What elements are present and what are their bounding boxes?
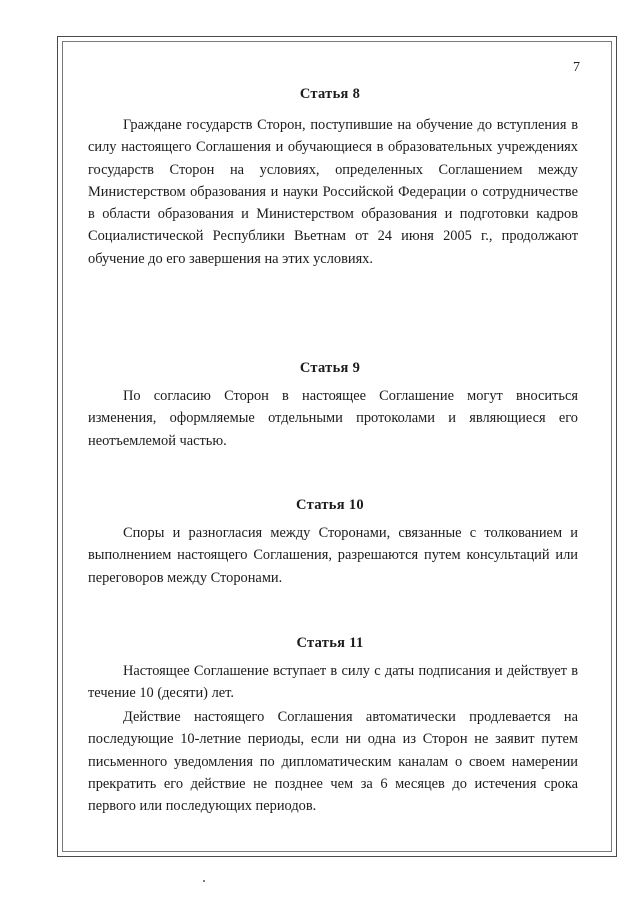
article-10-title: Статья 10: [296, 497, 364, 513]
article-8-title: Статья 8: [299, 86, 361, 102]
article-10-paragraph: Споры и разногласия между Сторонами, связанные с толкованием и выполнением настоящего Соглашения, разрешаются путем консультаций или переговоров между Сторонами.: [88, 525, 578, 586]
article-11-paragraph-1: Настоящее Соглашение вступает в силу с даты подписания и действует в течение 10 (десяти) лет.: [88, 663, 578, 702]
article-11-paragraph-2: Действие настоящего Соглашения автоматически продлевается на последующие 10-летние периоды, если ни одна из Сторон не заявит путем письменного уведомления по дипломатическим каналам о своем намерении прекратить его действие не позднее чем за 6 месяцев до истечения срока первого или последующих периодов.: [88, 709, 578, 815]
article-9-paragraph: По согласию Сторон в настоящее Соглашение могут вноситься изменения, оформляемые отдельными протоколами и являющиеся его неотъемлемой частью.: [88, 388, 578, 449]
article-9-title: Статья 9: [299, 360, 361, 376]
page-number: 7: [573, 60, 580, 75]
article-11-title: Статья 11: [296, 635, 364, 651]
scan-artifact: [203, 880, 205, 882]
article-8-paragraph: Граждане государств Сторон, поступившие на обучение до вступления в силу настоящего Соглашения и обучающиеся в образовательных учреждениях государств Сторон на условиях, определенных Соглашением между Министерством образования и науки Российской Федерации о сотрудничестве в области образования и Министерством образования и подготовки кадров Социалистической Республики Вьетнам от 24 июня 2005 г., продолжают обучение до его завершения на этих условиях.: [88, 117, 578, 267]
